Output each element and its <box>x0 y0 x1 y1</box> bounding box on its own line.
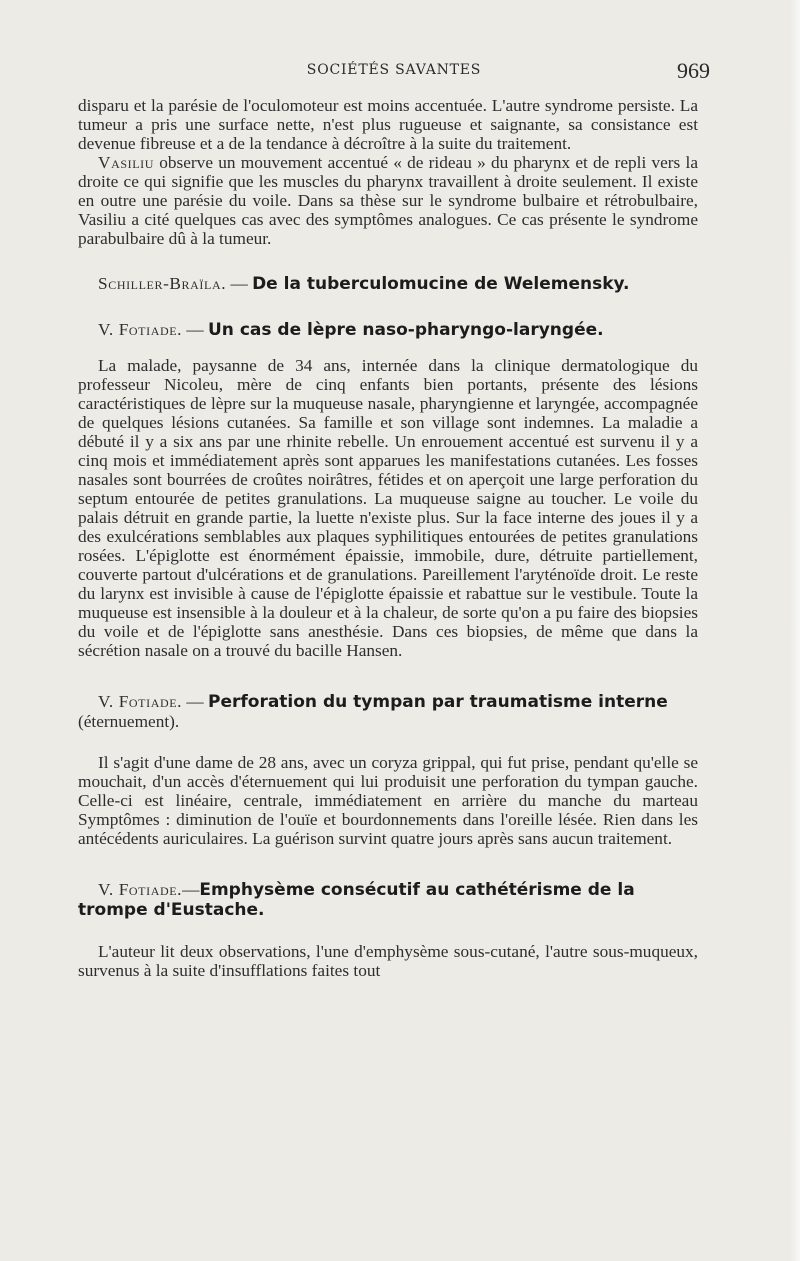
page-body <box>78 96 698 980</box>
section-heading <box>78 692 698 731</box>
section-paragraph: L'auteur lit deux observations, l'une d'emphysème sous-cutané, l'autre sous-muqueux, survenus à la suite d'insufflations faites tout <box>78 942 698 980</box>
section-title: Emphysème consécutif au cathétérisme de la trompe d'Eustache. <box>78 880 635 920</box>
section-author: V. Fotiade. <box>98 320 183 339</box>
author-name: Vasiliu <box>98 153 155 172</box>
paragraph-text: observe un mouvement accentué « de rideau » du pharynx et de repli vers la droite ce qui signifie que les muscles du pharynx travaillent à droite seulement. Il existe en outre une parésie du voile. Dans sa thèse sur le syndrome bulbaire et rétrobulbaire, Vasiliu a cité quelques cas avec des symptômes analogues. Ce cas présente le syndrome parabulbaire dû à la tumeur. <box>78 153 698 248</box>
running-title: SOCIÉTÉS SAVANTES <box>306 62 482 78</box>
section-title: Un cas de lèpre naso-pharyngo-laryngée. <box>208 320 604 340</box>
section-title: Perforation du tympan par traumatisme interne <box>208 692 668 712</box>
section-author: Schiller-Braïla. <box>98 274 227 293</box>
section-title-suffix: (éternuement). <box>78 712 180 731</box>
section-paragraph: La malade, paysanne de 34 ans, internée dans la clinique dermatologique du professeur Nicoleu, mère de cinq enfants bien portants, présente des lésions caractéristiques de lèpre sur la muqueuse nasale, pharyngienne et laryngée, accompagnée de quelques lésions cutanées. Sa famille et son village sont indemnes. La maladie a débuté il y a six ans par une rhinite rebelle. Un enrouement accentué est survenu il y a cinq mois et immédiatement après sont apparues les manifestations cutanées. Les fosses nasales sont bourrées de croûtes noirâtres, fétides et on aperçoit une large perforation du septum entourée de petites granulations. La muqueuse saigne au toucher. Le voile du palais détruit en grande partie, la luette n'existe plus. Sur la face interne des joues il y a des exulcérations semblables aux plaques syphilitiques entourées de petites granulations rosées. L'épiglotte est énormément épaissie, immobile, dure, détruite partiellement, couverte partout d'ulcérations et de granulations. Pareillement l'aryténoïde droit. Le reste du larynx est invisible à cause de l'épiglotte épaissie et rabattue sur le vestibule. Toute la muqueuse est insensible à la douleur et à la chaleur, de sorte qu'on a pu faire des biopsies du voile et de l'épiglotte sans anesthésie. Dans ces biopsies, de même que dans la sécrétion nasale on a trouvé du bacille Hansen. <box>78 356 698 660</box>
section-heading <box>78 880 698 920</box>
section-heading <box>78 320 698 340</box>
section-heading <box>78 274 698 294</box>
page-number: 969 <box>677 58 710 83</box>
heading-dash: — <box>182 880 200 899</box>
paragraph-vasiliu <box>78 153 698 248</box>
paragraph-continued: disparu et la parésie de l'oculomoteur est moins accentuée. L'autre syndrome persiste. La tumeur a pris une surface nette, n'est plus rugueuse et saignante, sa consistance est devenue fibreuse et a de la tendance à décroître à la suite du traitement. <box>78 96 698 153</box>
heading-dash: — <box>182 692 208 711</box>
heading-dash: — <box>226 274 253 293</box>
page-header <box>78 58 710 86</box>
heading-dash: — <box>182 320 208 339</box>
section-author: V. Fotiade. <box>98 880 183 899</box>
section-title: De la tuberculomucine de Welemensky. <box>252 274 630 294</box>
section-author: V. Fotiade. <box>98 692 183 711</box>
section-paragraph: Il s'agit d'une dame de 28 ans, avec un coryza grippal, qui fut prise, pendant qu'elle se mouchait, d'un accès d'éternuement qui lui produisit une perforation du tympan gauche. Celle-ci est linéaire, centrale, immédiatement en arrière du manche du marteau Symptômes : diminution de l'ouïe et bourdonnements dans l'oreille lésée. Rien dans les antécédents auriculaires. La guérison survint quatre jours après sans aucun traitement. <box>78 753 698 848</box>
